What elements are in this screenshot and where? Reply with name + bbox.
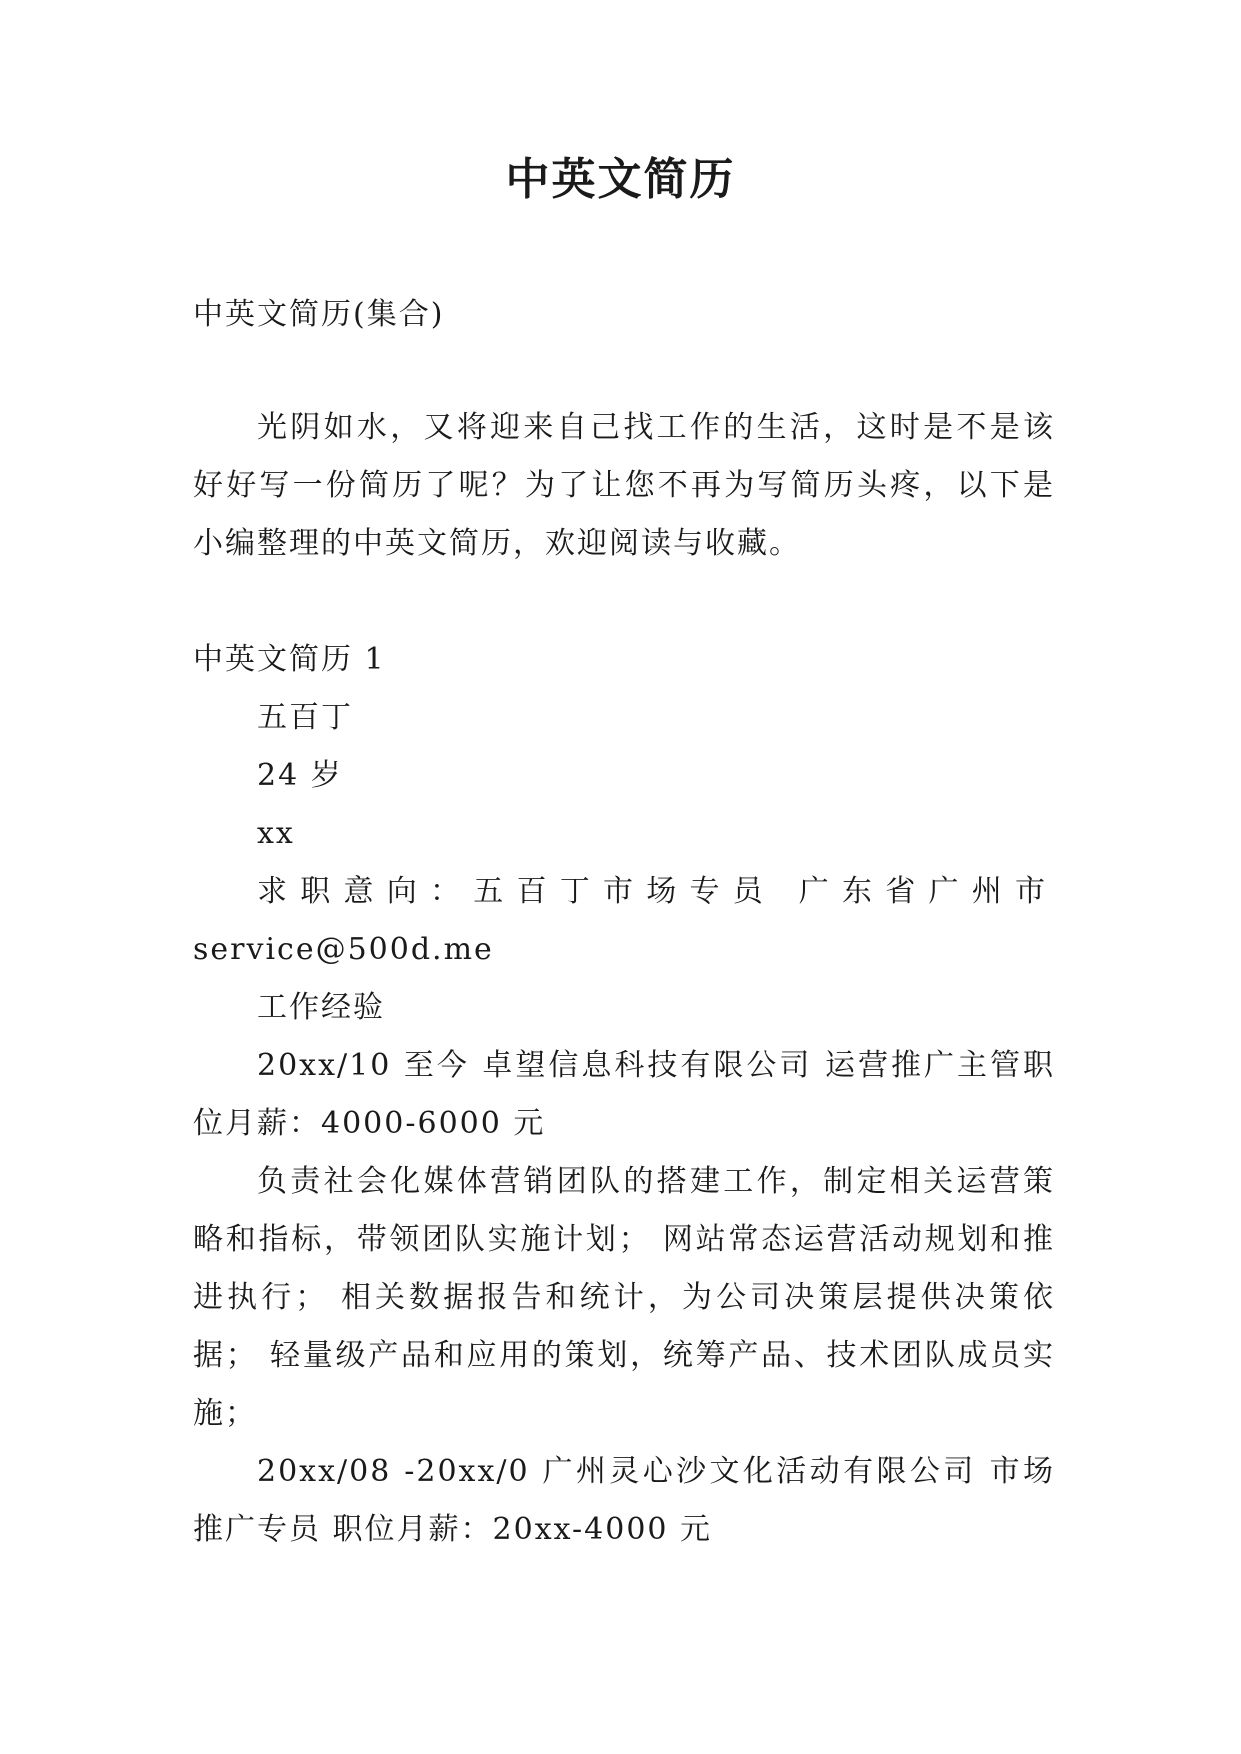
resume-age: 24 岁	[257, 758, 343, 793]
resume-section-1	[193, 631, 1055, 1559]
job-2-header: 20xx/08 -20xx/0 广州灵心沙文化活动有限公司 市场推广专员 职位月薪：20xx-4000 元	[193, 1454, 1055, 1547]
work-experience-heading: 工作经验	[257, 990, 385, 1025]
job-1-header: 20xx/10 至今 卓望信息科技有限公司 运营推广主管职位月薪：4000-6000 元	[193, 1048, 1055, 1141]
resume-name: 五百丁	[257, 700, 353, 735]
document-body	[193, 286, 1055, 1559]
intro-paragraph: 光阴如水，又将迎来自己找工作的生活，这时是不是该好好写一份简历了呢？为了让您不再为写简历头疼，以下是小编整理的中英文简历，欢迎阅读与收藏。	[193, 410, 1055, 561]
contact-email: service@500d.me	[193, 932, 494, 967]
document-title: 中英文简历	[505, 154, 736, 205]
subtitle: 中英文简历(集合)	[193, 297, 445, 332]
resume-heading: 中英文简历 1	[193, 642, 386, 677]
resume-field: xx	[257, 816, 295, 851]
job-intent: 求职意向：五百丁市场专员 广东省广州市	[257, 874, 1055, 909]
job-1-description: 负责社会化媒体营销团队的搭建工作，制定相关运营策略和指标，带领团队实施计划； 网站常态运营活动规划和推进执行； 相关数据报告和统计，为公司决策层提供决策依据； 轻量级产品和应用的策划，统筹产品、技术团队成员实施；	[193, 1164, 1055, 1431]
